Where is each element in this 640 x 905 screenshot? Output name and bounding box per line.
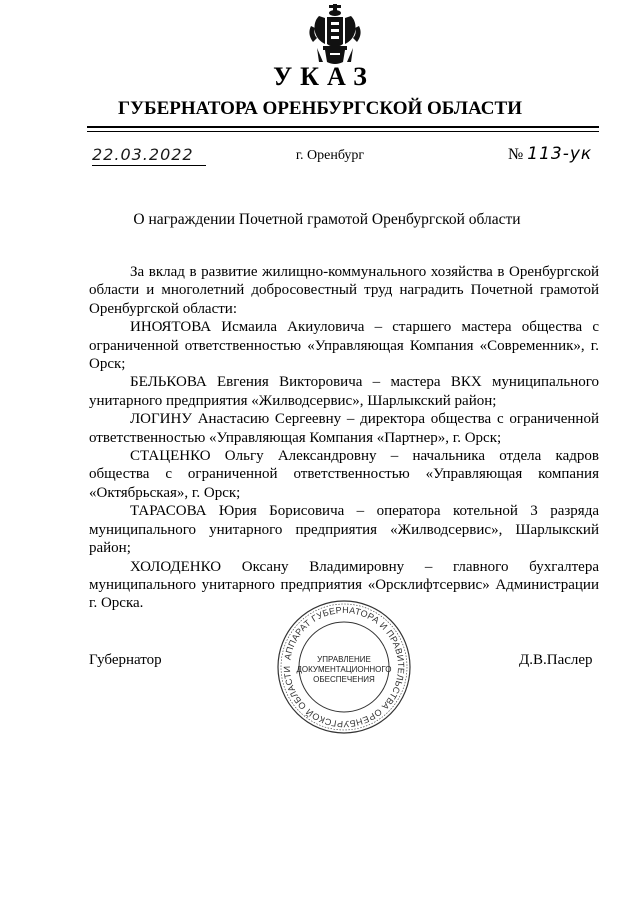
stamp-center-text	[290, 655, 398, 685]
document-city: г. Оренбург	[295, 148, 365, 163]
document-subtitle: ГУБЕРНАТОРА ОРЕНБУРГСКОЙ ОБЛАСТИ	[118, 98, 522, 119]
body-paragraph: ХОЛОДЕНКО Оксану Владимировну – главного бухгалтера муниципального унитарного предприятия «Орсклифтсервис» Администрации г. Орска.	[89, 558, 599, 612]
body-paragraph: БЕЛЬКОВА Евгения Викторовича – мастера ВКХ муниципального унитарного предприятия «Жилводсервис», Шарлыкский район;	[89, 374, 599, 409]
stamp-ring-text: АППАРАТ ГУБЕРНАТОРА И ПРАВИТЕЛЬСТВА ОРЕНБУРГСКОЙ ОБЛАСТИ	[281, 604, 407, 730]
header-rule-thin	[87, 131, 599, 132]
body-paragraph: ТАРАСОВА Юрия Борисовича – оператора котельной 3 разряда муниципального унитарного предприятия «Жилводсервис», Шарлыкский район;	[89, 503, 599, 557]
stamp-line: УПРАВЛЕНИЕ	[317, 655, 371, 664]
document-body	[89, 263, 599, 613]
document-headline: О награждении Почетной грамотой Оренбургской области	[133, 211, 521, 228]
signature-position: Губернатор	[89, 652, 162, 668]
body-paragraph: ЛОГИНУ Анастасию Сергеевну – директора общества с ограниченной ответственностью «Управляющая Компания «Партнер», г. Орск;	[89, 411, 599, 446]
document-number	[508, 144, 592, 164]
header-rule-thick	[87, 126, 599, 128]
stamp-line: ОБЕСПЕЧЕНИЯ	[313, 675, 375, 684]
body-paragraph: ИНОЯТОВА Исмаила Акиуловича – старшего мастера общества с ограниченной ответственностью «Управляющая Компания «Современник», г. Орск;	[89, 319, 599, 373]
stamp-line: ДОКУМЕНТАЦИОННОГО	[296, 665, 392, 674]
number-prefix: №	[508, 146, 524, 163]
document-date: 22.03.2022	[92, 145, 206, 166]
signature-name: Д.В.Паслер	[519, 652, 593, 668]
body-paragraph: СТАЦЕНКО Ольгу Александровну – начальника отдела кадров общества с ограниченной ответственностью «Управляющая компания «Октябрьская», г. Орск;	[89, 448, 599, 501]
body-paragraph: За вклад в развитие жилищно-коммунального хозяйства в Оренбургской области и многолетний добросовестный труд наградить Почетной грамотой Оренбургской области:	[89, 264, 599, 317]
number-value: 113-ук	[527, 144, 593, 164]
document-title: УКАЗ	[273, 62, 375, 91]
coat-of-arms-icon	[305, 4, 365, 66]
